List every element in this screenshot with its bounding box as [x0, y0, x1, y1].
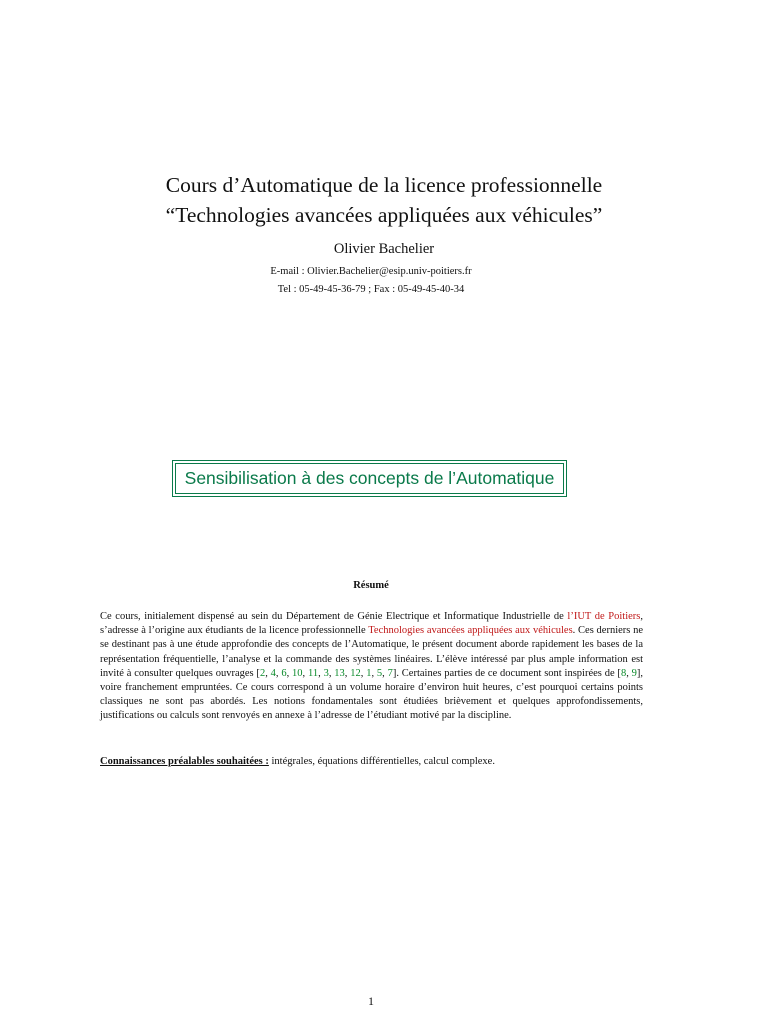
abstract-paragraph — [100, 610, 643, 724]
prerequisites-text: intégrales, équations différentielles, calcul complexe. — [268, 756, 495, 767]
citation-link[interactable]: 10 — [292, 667, 303, 679]
iut-link[interactable]: l’IUT de Poitiers — [567, 611, 641, 622]
citation-link[interactable]: 9 — [631, 667, 637, 679]
author-email: E-mail : Olivier.Bachelier@esip.univ-poitiers.fr — [270, 266, 472, 277]
reference-list-1: 2, 4, 6, 10, 11, 3, 13, 12, 1, 5, 7 — [259, 667, 393, 679]
citation-link[interactable]: 1 — [366, 667, 372, 679]
citation-link[interactable]: 12 — [350, 667, 361, 679]
abstract-heading: Résumé — [353, 580, 389, 591]
abstract-text-start: Ce cours, initialement dispensé au sein du Département de Génie Electrique et Informatique Industrielle de — [100, 611, 568, 622]
abstract-text-mid-2: . Ces derniers ne se destinant pas à une étude approfondie des concepts de l’Automatique, le présent document aborde rapidement les bases de la représentation fréquentielle, l’analyse et la commande des systèmes linéaires. L’élève intéressé par plus ample information est invité à consulter quelques ouvrages [ — [100, 625, 644, 679]
subtitle-box — [172, 460, 567, 497]
citation-link[interactable]: 8 — [620, 667, 627, 679]
page-number: 1 — [368, 994, 374, 1008]
subtitle-box-text: Sensibilisation à des concepts de l’Automatique — [175, 463, 564, 494]
document-title — [0, 170, 768, 230]
abstract-text-mid-3: ]. Certaines parties de ce document sont inspirées de [ — [392, 667, 621, 679]
prerequisites-label: Connaissances préalables souhaitées : — [100, 756, 269, 767]
program-link[interactable]: Technologies avancées appliquées aux véhicules — [368, 625, 573, 637]
abstract-text-end: ], voire franchement empruntées. Ce cours correspond à un volume horaire d’environ huit heures, c’est pourquoi certains points classiques ne sont pas abordés. Les notions fondamentales sont étudiées brièvement et quelques approfondissements, justifications ou calculs sont renvoyés en annexe à l’adresse de l’étudiant motivé par la discipline. — [100, 667, 644, 722]
citation-link[interactable]: 6 — [281, 667, 287, 679]
citation-link[interactable]: 7 — [387, 667, 393, 679]
title-line-2: “Technologies avancées appliquées aux véhicules” — [165, 203, 603, 227]
citation-link[interactable]: 5 — [376, 667, 383, 679]
citation-link[interactable]: 2 — [259, 667, 266, 679]
citation-link[interactable]: 3 — [323, 667, 329, 679]
prerequisites-line — [100, 756, 495, 767]
author-name: Olivier Bachelier — [333, 241, 435, 257]
abstract-text-mid-1: , s’adresse à l’origine aux étudiants de la licence professionnelle — [100, 611, 643, 637]
author-phone-fax: Tel : 05-49-45-36-79 ; Fax : 05-49-45-40-34 — [277, 284, 465, 295]
citation-link[interactable]: 4 — [270, 667, 276, 679]
citation-link[interactable]: 11 — [308, 667, 319, 679]
reference-list-2: 8, 9 — [620, 667, 637, 679]
title-line-1: Cours d’Automatique de la licence professionnelle — [165, 173, 603, 197]
citation-link[interactable]: 13 — [334, 667, 345, 679]
